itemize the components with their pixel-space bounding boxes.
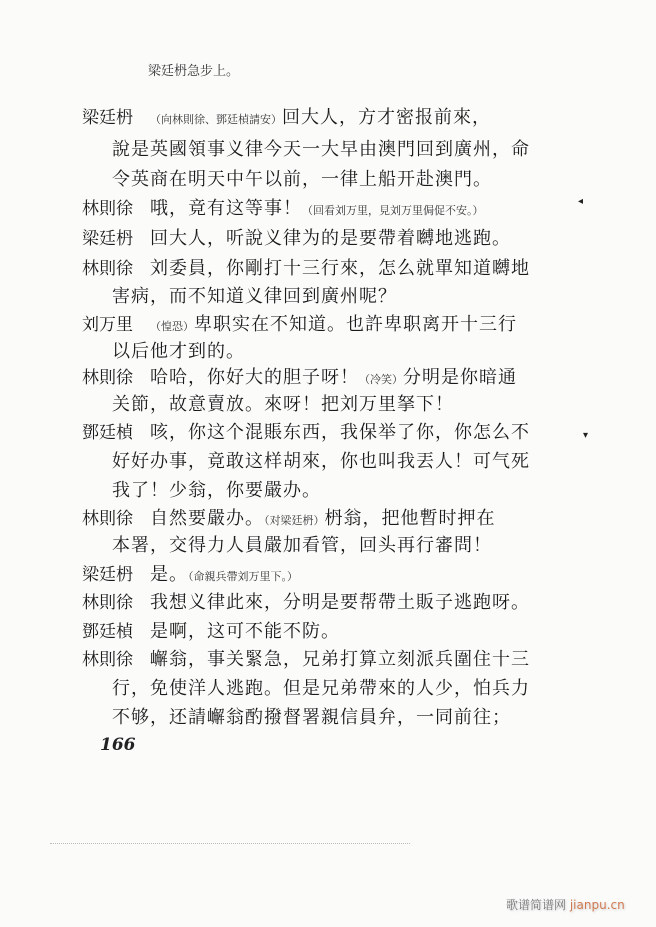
dialogue-line	[82, 367, 517, 391]
dialogue-continuation	[112, 139, 530, 161]
scan-mark: ▾	[583, 430, 589, 441]
dialogue-text: 令英商在明天中午以前，一律上船开赴澳門。	[112, 169, 492, 190]
dialogue-text: 害病，而不知道义律回到廣州呢？	[112, 286, 397, 307]
dialogue-text: 我想义律此來，分明是要帮帶土販子逃跑呀。	[150, 592, 530, 613]
dialogue-continuation	[112, 286, 397, 308]
dialogue-line	[82, 592, 530, 614]
dialogue-text: 說是英國領事义律今天一大早由澳門回到廣州，命	[112, 139, 530, 160]
speaker-name: 刘万里	[82, 315, 133, 335]
watermark-site-name: 歌谱简谱网	[506, 898, 567, 912]
dialogue-text: 回大人，方才密报前來，	[282, 107, 491, 128]
dialogue-text: 枬翁，把他暫时押在	[324, 508, 496, 529]
dialogue-text: 刘委員，你剛打十三行來，怎么就單知道嚩地	[150, 258, 530, 279]
speaker-name: 林則徐	[82, 368, 133, 388]
watermark	[506, 896, 625, 913]
dialogue-line	[82, 649, 530, 671]
dialogue-text: 嶰翁，事关緊急，兄弟打算立刻派兵圍住十三	[150, 649, 530, 670]
dialogue-text: 自然要嚴办。	[150, 508, 264, 529]
speaker-name: 林則徐	[82, 650, 133, 670]
dialogue-text: 回大人，听說义律为的是要帶着嚩地逃跑。	[150, 228, 511, 249]
dialogue-line	[82, 422, 530, 444]
stage-direction: （命親兵帶刘万里下。）	[188, 570, 298, 583]
dialogue-line	[82, 198, 484, 222]
speaker-name: 林則徐	[82, 259, 133, 279]
stage-direction: 梁廷枬急步上。	[148, 64, 240, 79]
dialogue-line	[82, 508, 496, 532]
stage-direction: （向林則徐、鄧廷楨請安）	[150, 113, 282, 126]
speaker-name: 梁廷枬	[82, 229, 133, 249]
dialogue-text: 哈哈，你好大的胆子呀！	[150, 367, 359, 388]
dialogue-text: 咳，你这个混賬东西，我保举了你，你怎么不	[150, 422, 530, 443]
dialogue-text: 关節，故意賣放。來呀！把刘万里拏下！	[112, 394, 454, 415]
dialogue-text: 我了！少翁，你要嚴办。	[112, 480, 321, 501]
dialogue-continuation	[112, 480, 321, 502]
speaker-name: 林則徐	[82, 509, 133, 529]
dialogue-text: 不够，还請嶰翁酌撥督署親信員弁，一同前往；	[112, 707, 511, 728]
dialogue-text: 以后他才到的。	[112, 341, 245, 362]
stage-direction: （冷笑）	[359, 373, 403, 386]
stage-direction: （对梁廷枬）	[264, 514, 325, 527]
dialogue-continuation	[112, 707, 511, 729]
speaker-name: 梁廷枬	[82, 565, 133, 585]
dialogue-text: 是啊，这可不能不防。	[150, 621, 340, 642]
scan-noise	[50, 843, 410, 847]
dialogue-line	[82, 314, 517, 338]
scan-mark: ◂	[578, 196, 584, 207]
dialogue-text: 哦，竟有这等事！	[150, 198, 302, 219]
dialogue-line	[82, 621, 340, 643]
dialogue-text: 卑职实在不知道。也許卑职离开十三行	[194, 314, 517, 335]
dialogue-continuation	[112, 394, 454, 416]
dialogue-continuation	[112, 341, 245, 363]
stage-direction: （惶恐）	[150, 320, 194, 333]
dialogue-text: 本署，交得力人員嚴加看管，回头再行審問！	[112, 535, 492, 556]
page-number: 166	[100, 735, 136, 755]
stage-direction: （回看刘万里，見刘万里侷促不安。）	[302, 204, 484, 217]
dialogue-text: 行，免使洋人逃跑。但是兄弟帶來的人少，怕兵力	[112, 678, 530, 699]
dialogue-line	[82, 258, 530, 280]
speaker-name: 鄧廷楨	[82, 622, 133, 642]
dialogue-line	[82, 107, 491, 131]
dialogue-text: 分明是你暗通	[403, 367, 517, 388]
speaker-name: 鄧廷楨	[82, 423, 133, 443]
speaker-name: 梁廷枬	[82, 108, 133, 128]
dialogue-text: 是。	[150, 564, 188, 585]
speaker-name: 林則徐	[82, 199, 133, 219]
watermark-domain: jianpu.cn	[569, 898, 625, 912]
dialogue-line	[82, 228, 511, 250]
dialogue-continuation	[112, 451, 530, 473]
dialogue-line	[82, 564, 298, 588]
dialogue-continuation	[112, 678, 530, 700]
dialogue-continuation	[112, 169, 492, 191]
dialogue-text: 好好办事，竟敢这样胡來，你也叫我丟人！可气死	[112, 451, 530, 472]
dialogue-continuation	[112, 535, 492, 557]
speaker-name: 林則徐	[82, 593, 133, 613]
